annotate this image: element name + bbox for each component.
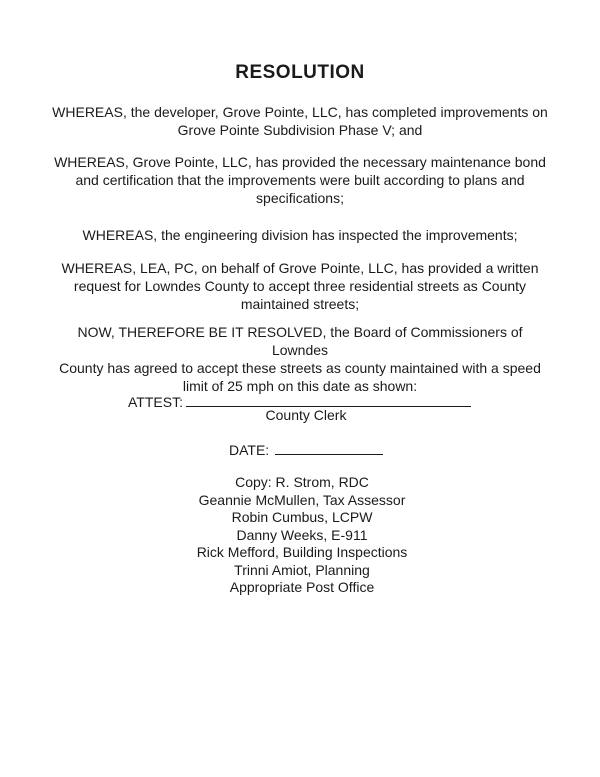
paragraph-line: and certification that the improvements were built according to plans and — [75, 172, 525, 188]
paragraph-line: limit of 25 mph on this date as shown: — [182, 378, 418, 394]
copy-recipient: Rick Mefford, Building Inspections — [196, 544, 408, 560]
paragraph-line: NOW, THEREFORE BE IT RESOLVED, the Board of Commissioners of Lowndes — [77, 324, 523, 358]
paragraph-line: WHEREAS, Grove Pointe, LLC, has provided the necessary maintenance bond — [54, 154, 546, 170]
paragraph-line: WHEREAS, the engineering division has inspected the improvements; — [82, 227, 518, 243]
copy-distribution-list — [0, 474, 600, 597]
paragraph-line: maintained streets; — [240, 296, 360, 312]
date-blank-line — [275, 440, 383, 455]
whereas-paragraph-3 — [50, 226, 550, 244]
paragraph-line: request for Lowndes County to accept three residential streets as County — [73, 278, 527, 294]
whereas-paragraph-1 — [50, 103, 550, 139]
paragraph-line: specifications; — [256, 190, 344, 206]
document-title: RESOLUTION — [235, 62, 365, 83]
copy-recipient: Appropriate Post Office — [229, 579, 375, 595]
paragraph-line: WHEREAS, LEA, PC, on behalf of Grove Pointe, LLC, has provided a written — [61, 260, 539, 276]
paragraph-line: Grove Pointe Subdivision Phase V; and — [177, 122, 423, 138]
copy-recipient: Robin Cumbus, LCPW — [231, 509, 373, 525]
clerk-label: County Clerk — [265, 407, 347, 423]
copy-recipient: Danny Weeks, E-911 — [236, 526, 368, 543]
paragraph-line: County has agreed to accept these streets as county maintained with a speed — [59, 360, 541, 376]
whereas-paragraph-4 — [50, 259, 550, 313]
copy-recipient: Trinni Amiot, Planning — [234, 561, 370, 578]
copy-recipient: Geannie McMullen, Tax Assessor — [198, 491, 406, 508]
whereas-paragraph-2 — [50, 153, 550, 207]
paragraph-line: WHEREAS, the developer, Grove Pointe, LLC, has completed improvements on — [52, 104, 548, 120]
date-block — [229, 440, 383, 459]
date-label: DATE: — [229, 442, 270, 458]
attest-signature-line — [186, 392, 471, 407]
copy-recipient: Copy: R. Strom, RDC — [235, 474, 369, 490]
resolved-paragraph — [50, 323, 550, 395]
attest-label: ATTEST: — [128, 394, 183, 410]
